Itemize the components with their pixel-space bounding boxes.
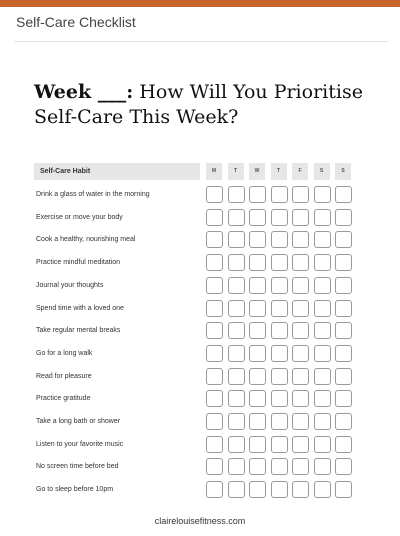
habit-label: Practice mindful meditation [36, 259, 121, 267]
habit-checkbox[interactable] [206, 322, 223, 339]
habit-checkbox[interactable] [271, 300, 288, 317]
habit-checkbox[interactable] [249, 322, 266, 339]
habit-label: Go for a long walk [36, 349, 93, 357]
habit-checkbox[interactable] [314, 413, 331, 430]
habit-checkbox[interactable] [228, 436, 245, 453]
habit-checkbox[interactable] [335, 209, 352, 226]
habit-label: Journal your thoughts [36, 281, 104, 289]
habit-label: Practice gratitude [36, 395, 91, 403]
habit-checkbox[interactable] [206, 390, 223, 407]
habit-row [34, 436, 354, 453]
habit-label: Exercise or move your body [36, 213, 123, 221]
habit-checkbox[interactable] [206, 345, 223, 362]
header-divider [14, 41, 388, 42]
habit-row [34, 300, 354, 317]
habit-checkbox[interactable] [228, 209, 245, 226]
page-heading [34, 80, 374, 130]
habit-checkbox[interactable] [335, 231, 352, 248]
heading-question: How Will You Prioritise Self-Care This Week? [34, 81, 363, 128]
habit-checkbox[interactable] [249, 368, 266, 385]
habit-checkbox[interactable] [292, 231, 309, 248]
habit-checkbox[interactable] [249, 231, 266, 248]
week-label: Week ___: [34, 81, 134, 103]
habit-checkbox[interactable] [206, 413, 223, 430]
habit-checkbox[interactable] [249, 254, 266, 271]
habit-checkbox[interactable] [228, 300, 245, 317]
habit-row [34, 390, 354, 407]
day-header: W [249, 163, 265, 180]
habit-checkbox[interactable] [271, 209, 288, 226]
habit-checkbox[interactable] [335, 390, 352, 407]
habit-checkbox[interactable] [335, 436, 352, 453]
habit-checkbox[interactable] [271, 436, 288, 453]
habit-label: Go to sleep before 10pm [36, 486, 114, 494]
day-header: T [228, 163, 244, 180]
habit-checkbox[interactable] [314, 390, 331, 407]
day-header: S [335, 163, 351, 180]
habit-checkbox[interactable] [228, 186, 245, 203]
habit-checkbox[interactable] [335, 277, 352, 294]
habit-checkbox[interactable] [314, 322, 331, 339]
habit-row [34, 231, 354, 248]
habit-checkbox[interactable] [249, 209, 266, 226]
habit-checkbox[interactable] [249, 300, 266, 317]
habit-checkbox[interactable] [228, 368, 245, 385]
habit-row [34, 345, 354, 362]
habit-label: Listen to your favorite music [36, 440, 124, 448]
habit-checkbox[interactable] [335, 481, 352, 498]
habit-checkbox[interactable] [271, 413, 288, 430]
habit-row [34, 413, 354, 430]
habit-row [34, 254, 354, 271]
habit-checkbox[interactable] [314, 368, 331, 385]
habit-checkbox[interactable] [335, 413, 352, 430]
habit-label: Drink a glass of water in the morning [36, 191, 150, 198]
habit-checkbox[interactable] [271, 186, 288, 203]
footer-site: clairelouisefitness.com [154, 516, 246, 526]
day-header: F [292, 163, 308, 180]
habit-checkbox[interactable] [271, 345, 288, 362]
habit-checkbox[interactable] [228, 413, 245, 430]
habit-label: Cook a healthy, nourishing meal [36, 236, 136, 244]
habit-checkbox[interactable] [206, 300, 223, 317]
habit-checkbox[interactable] [228, 277, 245, 294]
habit-checkbox[interactable] [335, 322, 352, 339]
habit-checkbox[interactable] [206, 254, 223, 271]
habit-checkbox[interactable] [292, 277, 309, 294]
habit-label: Take a long bath or shower [36, 418, 121, 425]
habit-checkbox[interactable] [206, 231, 223, 248]
habit-checkbox[interactable] [206, 436, 223, 453]
habit-checkbox[interactable] [292, 209, 309, 226]
habit-row [34, 186, 354, 203]
habit-checkbox[interactable] [249, 345, 266, 362]
habit-checkbox[interactable] [314, 345, 331, 362]
habit-row [34, 277, 354, 294]
habit-checkbox[interactable] [335, 368, 352, 385]
habit-checkbox[interactable] [271, 231, 288, 248]
habit-checkbox[interactable] [335, 254, 352, 271]
habit-checkbox[interactable] [249, 186, 266, 203]
day-header: M [206, 163, 222, 180]
habit-checkbox[interactable] [292, 436, 309, 453]
habit-checkbox[interactable] [335, 300, 352, 317]
habit-checkbox[interactable] [249, 413, 266, 430]
habit-checkbox[interactable] [314, 300, 331, 317]
habit-checkbox[interactable] [206, 458, 223, 475]
habit-label: Read for pleasure [36, 372, 92, 380]
habit-checkbox[interactable] [292, 322, 309, 339]
habit-checkbox[interactable] [271, 481, 288, 498]
habit-checkbox[interactable] [314, 436, 331, 453]
habit-checkbox[interactable] [292, 413, 309, 430]
habit-checkbox[interactable] [271, 390, 288, 407]
habit-checkbox[interactable] [249, 458, 266, 475]
day-header: T [271, 163, 287, 180]
habit-checkbox[interactable] [228, 345, 245, 362]
habit-checkbox[interactable] [292, 254, 309, 271]
habit-checkbox[interactable] [271, 458, 288, 475]
habit-row [34, 368, 354, 385]
habit-checkbox[interactable] [292, 390, 309, 407]
habit-checkbox[interactable] [249, 390, 266, 407]
habit-checkbox[interactable] [335, 345, 352, 362]
habit-label: Spend time with a loved one [36, 304, 124, 312]
habit-checkbox[interactable] [314, 231, 331, 248]
habit-checkbox[interactable] [228, 481, 245, 498]
habit-column-header: Self-Care Habit [34, 163, 200, 180]
habit-checkbox[interactable] [206, 277, 223, 294]
habit-row [34, 458, 354, 475]
habit-checkbox[interactable] [249, 436, 266, 453]
habit-checkbox[interactable] [228, 458, 245, 475]
habit-checkbox[interactable] [314, 209, 331, 226]
habit-checkbox[interactable] [271, 277, 288, 294]
habit-checkbox[interactable] [292, 186, 309, 203]
habit-checkbox[interactable] [249, 277, 266, 294]
habit-row [34, 209, 354, 226]
habit-checkbox[interactable] [206, 368, 223, 385]
habit-row [34, 481, 354, 498]
habit-checkbox[interactable] [228, 322, 245, 339]
habit-checkbox[interactable] [292, 481, 309, 498]
habit-label: Take regular mental breaks [36, 327, 121, 335]
day-header: S [314, 163, 330, 180]
habit-checkbox[interactable] [314, 481, 331, 498]
habit-checkbox[interactable] [228, 390, 245, 407]
habit-label: No screen time before bed [36, 463, 119, 471]
habit-checkbox[interactable] [292, 345, 309, 362]
habit-row [34, 322, 354, 339]
habit-checkbox[interactable] [271, 254, 288, 271]
habit-checkbox[interactable] [228, 231, 245, 248]
habit-checkbox[interactable] [314, 277, 331, 294]
habit-checkbox[interactable] [271, 368, 288, 385]
page-header-title: Self-Care Checklist [16, 14, 136, 30]
habit-checkbox[interactable] [314, 254, 331, 271]
tracker-header-row [34, 163, 354, 181]
habit-checkbox[interactable] [206, 209, 223, 226]
habit-checkbox[interactable] [314, 186, 331, 203]
habit-checkbox[interactable] [335, 458, 352, 475]
habit-checkbox[interactable] [228, 254, 245, 271]
habit-checkbox[interactable] [206, 481, 223, 498]
habit-checkbox[interactable] [292, 458, 309, 475]
habit-checkbox[interactable] [292, 300, 309, 317]
accent-bar [0, 0, 400, 7]
habit-checkbox[interactable] [249, 481, 266, 498]
habit-checkbox[interactable] [292, 368, 309, 385]
habit-checkbox[interactable] [314, 458, 331, 475]
habit-checkbox[interactable] [206, 186, 223, 203]
habit-checkbox[interactable] [335, 186, 352, 203]
habit-checkbox[interactable] [271, 322, 288, 339]
